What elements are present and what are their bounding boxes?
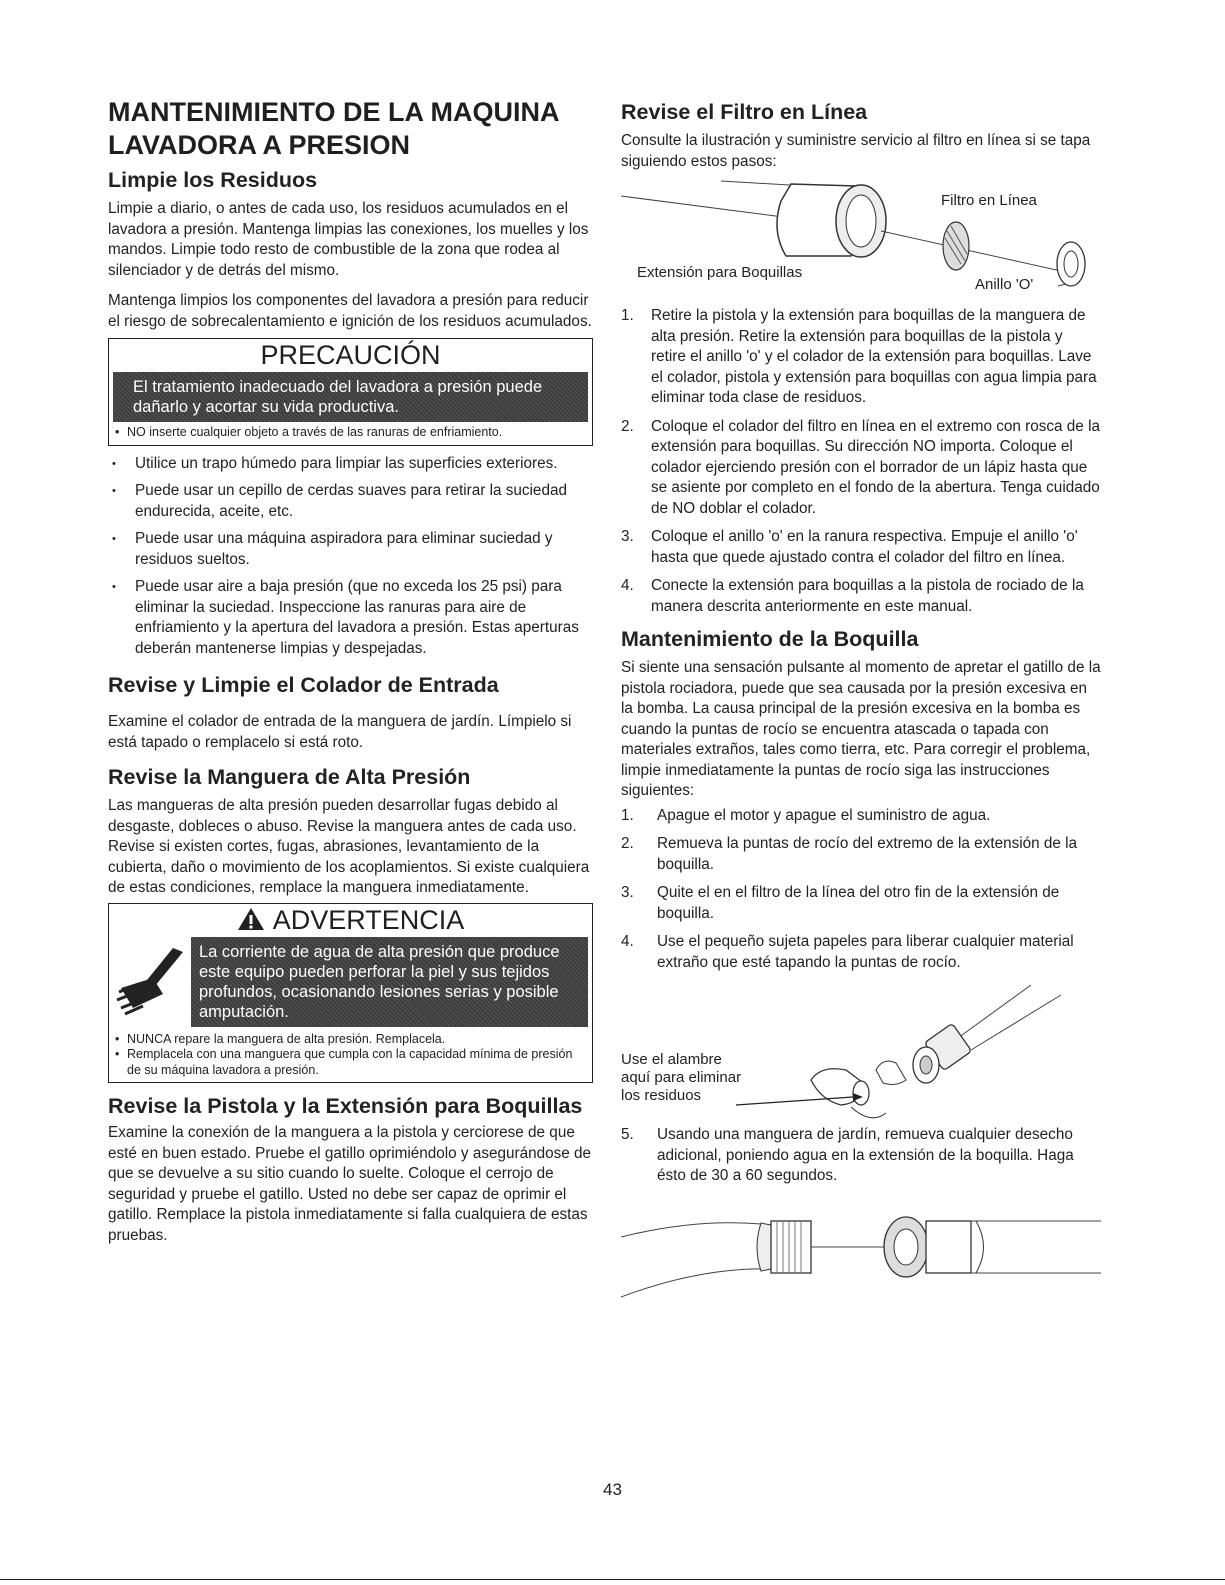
heading-filtro-linea: Revise el Filtro en Línea [621, 100, 868, 124]
nozzle-cleaning-illustration [621, 975, 1101, 1125]
hose-flush-illustration [621, 1197, 1101, 1307]
list-item: • Puede usar una máquina aspiradora para eliminar suciedad y residuos sueltos. [108, 529, 593, 570]
label-use-alambre: Use el alambre [621, 1051, 722, 1068]
step-number: 2. [621, 835, 634, 852]
step-text: Conecte la extensión para boquillas a la pistola de rociado de la manera descrita anteriormente en este manual. [651, 577, 1084, 615]
list-item [621, 306, 1101, 409]
page-title: MANTENIMIENTO DE LA MAQUINA LAVADORA A PRESION [108, 97, 559, 160]
right-column [621, 96, 1101, 1307]
warning-notes [109, 1027, 592, 1083]
paragraph: Limpie a diario, o antes de cada uso, los residuos acumulados en el lavadora a presión. Mantenga limpias las conexiones, los muelles y los mandos. Limpie todo resto de combustible de la zona que rodea al silenciador y de detrás del mismo. [108, 200, 589, 279]
injection-hazard-icon [113, 942, 191, 1022]
step-number: 5. [621, 1126, 634, 1143]
step-number: 4. [621, 933, 634, 950]
label-residuos: los residuos [621, 1087, 702, 1104]
hose-flush-drawing [621, 1197, 1101, 1307]
paragraph: Examine la conexión de la manguera a la pistola y cerciorese de que esté en buen estado. Pruebe el gatillo oprimiéndolo y asegurándose de que se devuelve a su sitio cuando lo suelte. Coloque el cerrojo de seguridad y pruebe el gatillo. Usted no debe ser capaz de oprimir el gatillo. Remplace la pistola inmediatamente si falla cualquiera de estas pruebas. [108, 1124, 592, 1244]
inline-filter-illustration [621, 176, 1101, 306]
label-extension: Extensión para Boquillas [637, 264, 803, 281]
label-aqui-eliminar: aquí para eliminar [621, 1069, 742, 1086]
bottom-rule [0, 1579, 1225, 1580]
rinse-steps-list [621, 1125, 1101, 1187]
list-item [621, 576, 1101, 617]
step-text: Coloque el colador del filtro en línea en el extremo con rosca de la extensión para boquillas. Su dirección NO importa. Coloque el colador ejerciendo presión con el borrador de un lápiz hasta que se asiente por completo en el fondo de la abertura. Tenga cuidado de NO doblar el colador. [651, 417, 1100, 517]
caution-note: • NO inserte cualquier objeto a través de las ranuras de enfriamiento. [115, 425, 584, 441]
step-number: 4. [621, 577, 634, 594]
warning-title-text: ADVERTENCIA [272, 904, 465, 935]
warning-note: • Remplacela con una manguera que cumpla con la capacidad mínima de presión de su máquina lavadora a presión. [115, 1047, 584, 1078]
caution-notes [109, 422, 592, 445]
filter-steps-list [621, 306, 1101, 617]
list-item [621, 834, 1101, 875]
warning-shaded-text: La corriente de agua de alta presión que produce este equipo pueden perforar la piel y sus tejidos profundos, ocasionando lesiones serias y posible amputación. [191, 937, 588, 1027]
step-number: 1. [621, 806, 634, 824]
warning-box [108, 903, 593, 1084]
heading-limpie-residuos: Limpie los Residuos [108, 168, 318, 192]
list-item [621, 417, 1101, 520]
step-text: Retire la pistola y la extensión para boquillas de la manguera de alta presión. Retire la extensión para boquillas de la pistola y retire el anillo 'o' y el colador de la extensión para boquillas. Lave el colador, pistola y extensión para boquillas con agua limpia para eliminar toda clase de residuos. [651, 307, 1097, 406]
heading-boquilla: Mantenimiento de la Boquilla [621, 627, 919, 651]
warning-note: • NUNCA repare la manguera de alta presión. Remplacela. [115, 1032, 584, 1048]
step-number: 3. [621, 884, 634, 901]
paragraph: Las mangueras de alta presión pueden desarrollar fugas debido al desgaste, dobleces o abuso. Revise la manguera antes de cada uso. Revise si existen cortes, fugas, abrasiones, levantamiento de la cubierta, daño o movimiento de los acoplamientos. Si existe cualquiera de estas condiciones, remplace la manguera inmediatamente. [108, 797, 590, 896]
list-item [621, 932, 1101, 973]
label-anillo-o: Anillo 'O' [975, 276, 1034, 293]
list-item [621, 1125, 1101, 1187]
warning-title [109, 904, 592, 937]
paragraph: Mantenga limpios los componentes del lavadora a presión para reducir el riesgo de sobrecalentamiento e ignición de los residuos acumulados. [108, 292, 592, 330]
step-text: Apague el motor y apague el suministro de agua. [657, 806, 991, 824]
list-item [621, 806, 1101, 827]
paragraph: Examine el colador de entrada de la manguera de jardín. Límpielo si está tapado o remplacelo si está roto. [108, 713, 572, 751]
step-text: Quite el en el filtro de la línea del otro fin de la extensión de boquilla. [657, 884, 1060, 922]
heading-colador-entrada: Revise y Limpie el Colador de Entrada [108, 673, 499, 697]
step-number: 2. [621, 417, 634, 435]
warning-triangle-icon [237, 907, 265, 931]
step-text: Coloque el anillo 'o' en la ranura respectiva. Empuje el anillo 'o' hasta que quede ajustado contra el colador del filtro en línea. [651, 528, 1078, 566]
page-number: 43 [603, 1480, 622, 1499]
cleaning-bullet-list [108, 454, 593, 660]
caution-box [108, 338, 593, 446]
paragraph: Si siente una sensación pulsante al momento de apretar el gatillo de la pistola rociadora, puede que sea causada por la presión excesiva en la bomba. La causa principal de la presión excesiva en la bomba es cuando la puntas de rocío se encuentra atascada o tapada con materiales extraños, tales como tierra, etc. Para corregir el problema, limpie inmediatamente la puntas de rocío siga las instrucciones siguientes: [621, 659, 1101, 799]
heading-pistola: Revise la Pistola y la Extensión para Boquillas [108, 1094, 583, 1118]
step-text: Remueva la puntas de rocío del extremo de la extensión de la boquilla. [657, 835, 1078, 873]
caution-title: PRECAUCIÓN [260, 340, 441, 370]
step-number: 1. [621, 307, 634, 324]
nozzle-steps-list [621, 806, 1101, 974]
left-column [108, 96, 593, 1256]
step-text: Use el pequeño sujeta papeles para liberar cualquier material extraño que esté tapando la puntas de rocío. [657, 933, 1074, 971]
heading-manguera: Revise la Manguera de Alta Presión [108, 765, 471, 789]
list-item [621, 527, 1101, 568]
list-item [621, 883, 1101, 924]
paragraph: Consulte la ilustración y suministre servicio al filtro en línea si se tapa siguiendo estos pasos: [621, 132, 1091, 170]
list-item: • Puede usar un cepillo de cerdas suaves para retirar la suciedad endurecida, aceite, etc. [108, 481, 593, 522]
label-filtro-linea: Filtro en Línea [941, 192, 1037, 209]
caution-shaded-text: El tratamiento inadecuado del lavadora a presión puede dañarlo y acortar su vida productiva. [113, 372, 588, 422]
step-number: 3. [621, 528, 634, 545]
list-item: • Utilice un trapo húmedo para limpiar las superficies exteriores. [108, 454, 593, 475]
step-text: Usando una manguera de jardín, remueva cualquier desecho adicional, poniendo agua en la extensión de la boquilla. Haga ésto de 30 a 60 segundos. [657, 1126, 1074, 1184]
warning-row [113, 937, 588, 1027]
list-item: • Puede usar aire a baja presión (que no exceda los 25 psi) para eliminar la suciedad. Inspeccione las ranuras para aire de enfriamiento y la apertura del lavadora a presión. Estas aperturas deberán mantenerse limpias y despejadas. [108, 577, 593, 659]
